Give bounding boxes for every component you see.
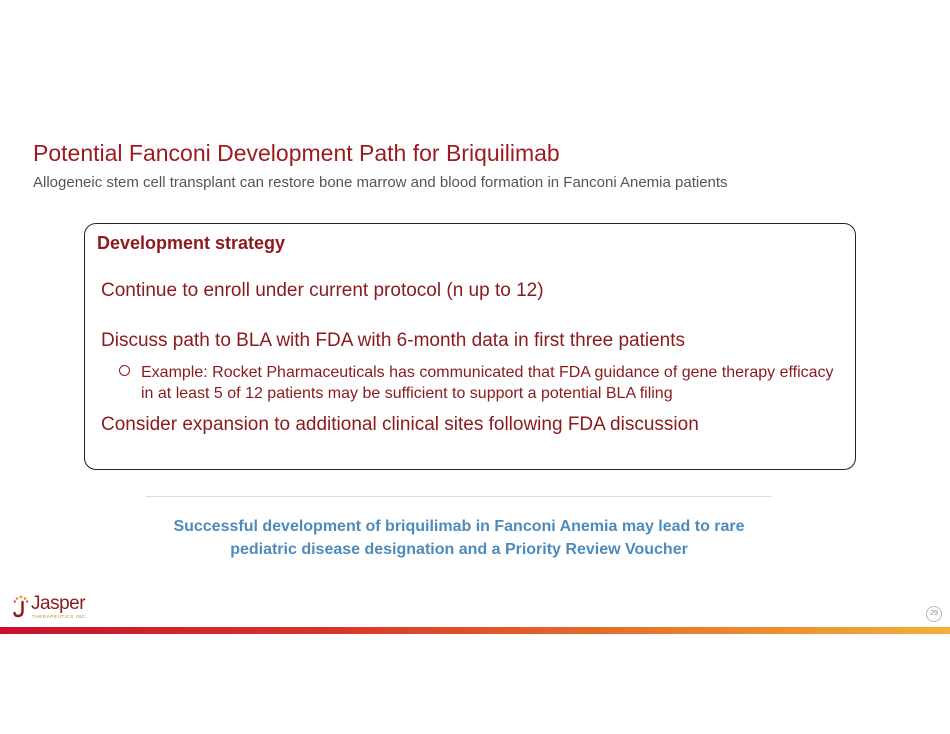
strategy-sub-bullet bbox=[119, 362, 849, 404]
strategy-bullet-expansion: Consider expansion to additional clinical sites following FDA discussion bbox=[101, 414, 699, 435]
page-number-badge: 29 bbox=[926, 606, 942, 622]
callout-line-1: Successful development of briquilimab in Fanconi Anemia may lead to rare bbox=[173, 518, 745, 535]
logo-tagline: THERAPEUTICS INC. bbox=[32, 614, 88, 619]
logo-wordmark: Jasper bbox=[31, 593, 86, 614]
sub-bullet-text: Example: Rocket Pharmaceuticals has communicated that FDA guidance of gene therapy efficacy in at least 5 of 12 patients may be sufficient to support a potential BLA filing bbox=[141, 364, 834, 402]
slide-subtitle: Allogeneic stem cell transplant can restore bone marrow and blood formation in Fanconi Anemia patients bbox=[33, 174, 728, 191]
jasper-logo-mark-icon bbox=[13, 595, 29, 619]
strategy-bullet-bla-path: Discuss path to BLA with FDA with 6-month data in first three patients bbox=[101, 330, 685, 351]
strategy-heading: Development strategy bbox=[97, 233, 286, 253]
strategy-bullet-enroll: Continue to enroll under current protocol (n up to 12) bbox=[101, 280, 544, 301]
jasper-logo bbox=[13, 593, 103, 623]
slide-title: Potential Fanconi Development Path for Briquilimab bbox=[33, 140, 560, 166]
development-strategy-box bbox=[84, 223, 856, 470]
divider-line bbox=[146, 496, 772, 497]
footer-gradient-bar bbox=[0, 627, 950, 634]
circle-bullet-icon bbox=[119, 365, 130, 376]
callout-text bbox=[100, 515, 818, 561]
callout-line-2: pediatric disease designation and a Priority Review Voucher bbox=[230, 541, 688, 558]
